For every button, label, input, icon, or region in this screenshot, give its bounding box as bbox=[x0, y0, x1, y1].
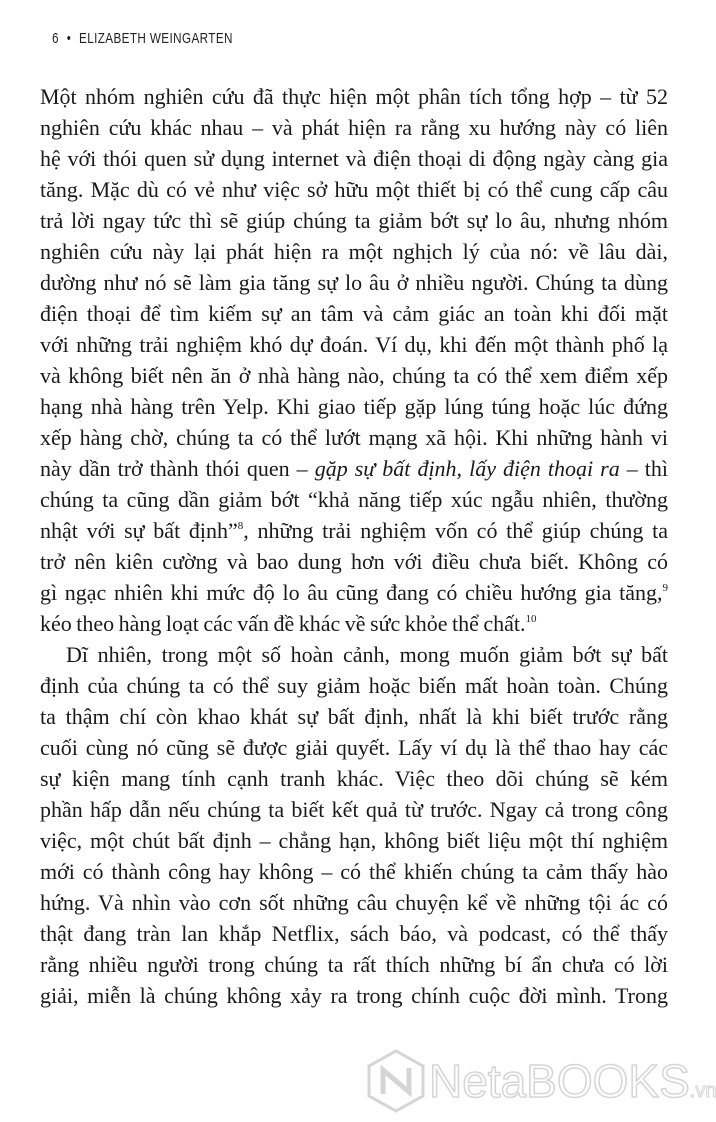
text-line bbox=[40, 980, 668, 1011]
text-line bbox=[40, 639, 668, 670]
text-run: và không biết nên ăn ở nhà hàng nào, chúng ta có thể xem điểm xếp bbox=[40, 363, 668, 388]
text-run: sự kiện mang tính cạnh tranh khác. Việc theo dõi chúng sẽ kém bbox=[40, 766, 668, 791]
page-body bbox=[40, 81, 668, 1011]
text-line bbox=[40, 422, 668, 453]
running-header bbox=[52, 30, 233, 47]
text-line bbox=[40, 670, 668, 701]
page-number: 6 bbox=[52, 30, 59, 47]
text-line bbox=[40, 484, 668, 515]
text-line bbox=[40, 732, 668, 763]
text-run: thật đang tràn lan khắp Netflix, sách báo, và podcast, có thể thấy bbox=[40, 921, 668, 946]
watermark-text: NetaBOOKS.vn bbox=[429, 1055, 716, 1107]
text-run: gì ngạc nhiên khi mức độ lo âu cũng đang có chiều hướng gia tăng, bbox=[40, 580, 663, 605]
text-line bbox=[40, 453, 668, 484]
text-line bbox=[40, 701, 668, 732]
text-run: trả lời ngay tức thì sẽ giúp chúng ta giảm bớt sự lo âu, nhưng nhóm bbox=[40, 208, 668, 233]
text-run: hứng. Và nhìn vào cơn sốt những câu chuyện kể về những tội ác có bbox=[40, 890, 668, 915]
text-run: cuối cùng nó cũng sẽ được giải quyết. Lấy ví dụ là thể thao hay các bbox=[40, 735, 668, 760]
text-run: mới có thành công hay không – có thể khiến chúng ta cảm thấy hào bbox=[40, 859, 668, 884]
text-run: tăng. Mặc dù có vẻ như việc sở hữu một thiết bị có thể cung cấp câu bbox=[40, 177, 668, 202]
text-run: nghiên cứu khác nhau – và phát hiện ra rằng xu hướng này có liên bbox=[40, 115, 668, 140]
text-run: này dần trở thành thói quen – bbox=[40, 456, 315, 481]
text-line bbox=[40, 143, 668, 174]
text-line bbox=[40, 825, 668, 856]
text-run: hạng nhà hàng trên Yelp. Khi giao tiếp gặp lúng túng hoặc lúc đứng bbox=[40, 394, 668, 419]
text-run: nhật với sự bất định” bbox=[40, 518, 238, 543]
text-run: dường như nó sẽ làm gia tăng sự lo âu ở nhiều người. Chúng ta dùng bbox=[40, 270, 668, 295]
text-run: – thì bbox=[619, 456, 669, 481]
text-line bbox=[40, 329, 668, 360]
text-run: nghiên cứu này lại phát hiện ra một nghịch lý của nó: về lâu dài, bbox=[40, 239, 668, 264]
text-line bbox=[40, 112, 668, 143]
text-line bbox=[40, 546, 668, 577]
text-run: giải, miễn là chúng không xảy ra trong chính cuộc đời mình. Trong bbox=[40, 983, 668, 1008]
text-run: chúng ta cũng dần giảm bớt “khả năng tiếp xúc ngẫu nhiên, thường bbox=[40, 487, 668, 512]
text-run: định của chúng ta có thể suy giảm hoặc biến mất hoàn toàn. Chúng bbox=[40, 673, 668, 698]
text-line bbox=[40, 360, 668, 391]
text-run: Một nhóm nghiên cứu đã thực hiện một phân tích tổng hợp – từ 52 bbox=[40, 84, 668, 109]
footnote-ref: 10 bbox=[525, 613, 537, 625]
text-line bbox=[40, 81, 668, 112]
text-line bbox=[40, 856, 668, 887]
text-line bbox=[40, 577, 668, 608]
text-run: kéo theo hàng loạt các vấn đề khác về sức khỏe thể chất. bbox=[40, 611, 526, 636]
text-run: phần hấp dẫn nếu chúng ta biết kết quả từ trước. Ngay cả trong công bbox=[40, 797, 668, 822]
text-line bbox=[40, 236, 668, 267]
netabooks-logo-icon bbox=[365, 1048, 427, 1114]
text-line bbox=[40, 887, 668, 918]
text-line bbox=[40, 267, 668, 298]
text-run: ta thậm chí còn khao khát sự bất định, nhất là khi biết trước rằng bbox=[40, 704, 668, 729]
text-run: trở nên kiên cường và bao dung hơn với điều chưa biết. Không có bbox=[40, 549, 668, 574]
text-run: hệ với thói quen sử dụng internet và điện thoại di động ngày càng gia bbox=[40, 146, 668, 171]
italic-text: gặp sự bất định, lấy điện thoại ra bbox=[314, 456, 620, 481]
text-line bbox=[40, 298, 668, 329]
netabooks-watermark bbox=[365, 1048, 716, 1114]
text-line bbox=[40, 949, 668, 980]
text-line bbox=[40, 608, 668, 639]
text-line bbox=[40, 391, 668, 422]
footnote-ref: 8 bbox=[237, 520, 244, 532]
text-line bbox=[40, 794, 668, 825]
text-line bbox=[40, 174, 668, 205]
text-line bbox=[40, 918, 668, 949]
text-run: rằng nhiều người trong chúng ta rất thích những bí ẩn chưa có lời bbox=[40, 952, 668, 977]
text-line bbox=[40, 763, 668, 794]
text-run: điện thoại để tìm kiếm sự an tâm và cảm giác an toàn khi đối mặt bbox=[40, 301, 668, 326]
text-run: Dĩ nhiên, trong một số hoàn cảnh, mong muốn giảm bớt sự bất bbox=[66, 642, 668, 667]
text-run: xếp hàng chờ, chúng ta có thể lướt mạng xã hội. Khi những hành vi bbox=[40, 425, 668, 450]
footnote-ref: 9 bbox=[662, 582, 668, 594]
header-separator: • bbox=[66, 30, 72, 47]
text-run: việc, một chút bất định – chẳng hạn, không biết liệu một thí nghiệm bbox=[40, 828, 668, 853]
author-name: ELIZABETH WEINGARTEN bbox=[78, 30, 233, 47]
text-line bbox=[40, 205, 668, 236]
text-run: với những trải nghiệm khó dự đoán. Ví dụ, khi đến một thành phố lạ bbox=[40, 332, 668, 357]
text-line bbox=[40, 515, 668, 546]
text-run: , những trải nghiệm vốn có thể giúp chúng ta bbox=[243, 518, 668, 543]
